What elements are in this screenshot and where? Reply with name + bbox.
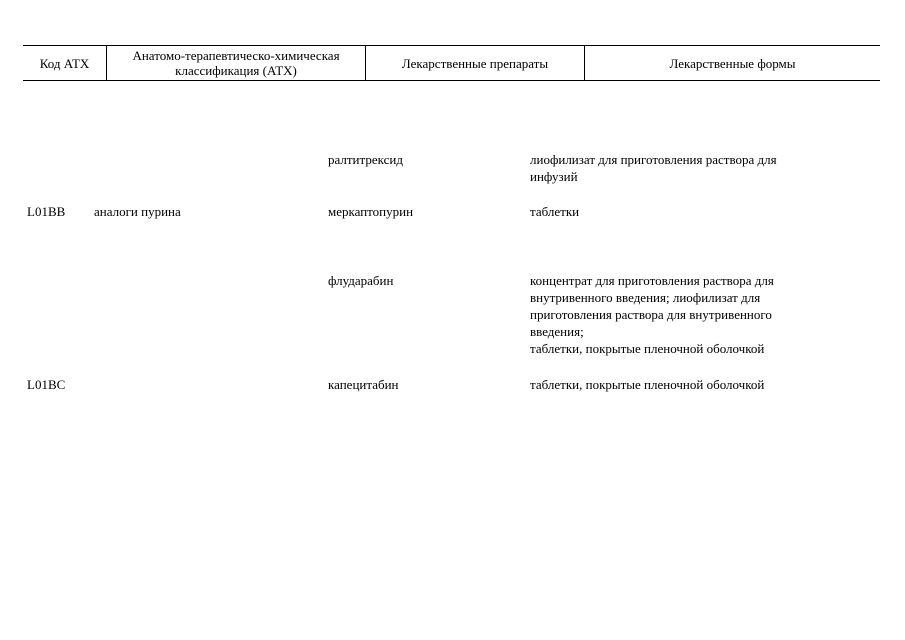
drug-name: капецитабин [328, 377, 399, 392]
header-classification-line-2: классификация (АТХ) [175, 63, 297, 78]
header-classification-line-1: Анатомо-терапевтическо-химическая [132, 48, 340, 63]
dosage-form-line: введения; [530, 324, 584, 339]
dosage-form-line: таблетки, покрытые пленочной оболочкой [530, 377, 765, 392]
dosage-form-line: приготовления раствора для внутривенного [530, 307, 772, 322]
drug-name: ралтитрексид [328, 152, 403, 167]
dosage-form [530, 272, 830, 357]
drug-name: меркаптопурин [328, 204, 414, 219]
header-atc-code-label: Код АТХ [39, 55, 90, 71]
dosage-form [530, 376, 830, 393]
header-dosage-forms [585, 46, 880, 80]
atc-code: L01BB [27, 204, 66, 219]
dosage-form-line: внутривенного введения; лиофилизат для [530, 290, 761, 305]
dosage-form-line: концентрат для приготовления раствора для [530, 273, 774, 288]
header-atc-code [23, 46, 107, 80]
dosage-form [530, 203, 830, 220]
drug-name: флударабин [328, 273, 394, 288]
header-atc-classification-label [132, 48, 339, 78]
atc-class-name: аналоги пурина [94, 204, 181, 219]
table-header [23, 45, 880, 81]
dosage-form-line: инфузий [530, 169, 578, 184]
header-atc-classification [107, 46, 366, 80]
header-drugs-label: Лекарственные препараты [401, 55, 549, 71]
dosage-form-line: лиофилизат для приготовления раствора для [530, 152, 777, 167]
header-drugs [366, 46, 585, 80]
dosage-form-line: таблетки, покрытые пленочной оболочкой [530, 341, 765, 356]
atc-code: L01BC [27, 377, 66, 392]
dosage-form-line: таблетки [530, 204, 580, 219]
dosage-form [530, 151, 830, 185]
header-dosage-forms-label: Лекарственные формы [669, 55, 796, 71]
